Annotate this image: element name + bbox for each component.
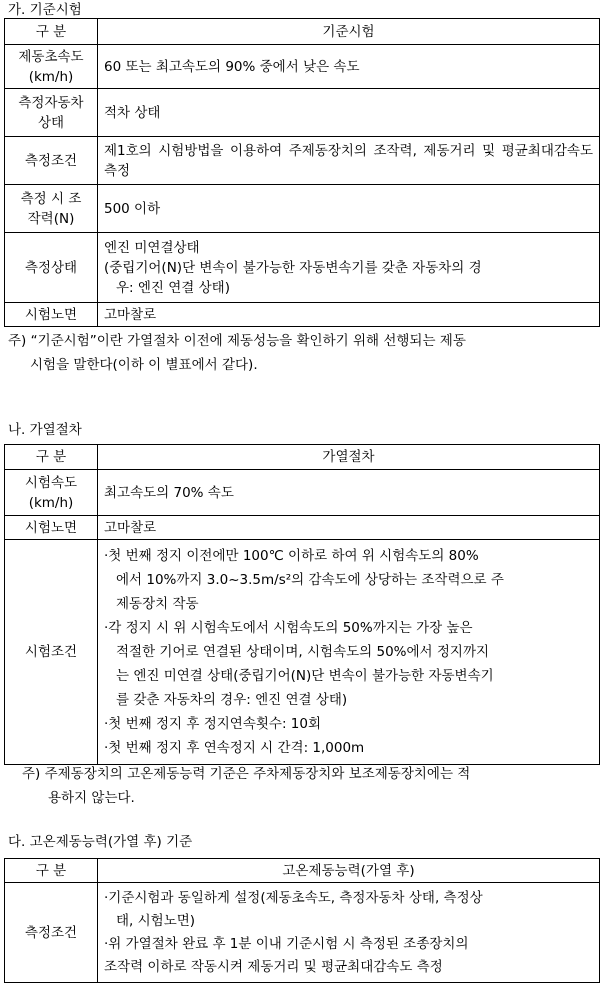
section-c-table: [4, 858, 600, 983]
section-b-table: [4, 444, 600, 765]
row-value-test-speed: 최고속도의 70% 속도: [98, 470, 600, 516]
section-a-table: [4, 18, 600, 327]
header-category: 구 분: [5, 445, 98, 470]
row-label-force: 측정 시 조 작력(N): [5, 185, 98, 233]
header-title: 고온제동능력(가열 후): [98, 859, 600, 883]
row-value-measure-state: [98, 233, 600, 303]
condition-bullet: [104, 887, 593, 933]
bullet-line: 조작력 이하로 작동시켜 제동거리 및 평균최대감속도 측정: [104, 958, 443, 975]
condition-bullet: ·첫 번째 정지 후 연속정지 시 간격: 1,000m: [104, 740, 365, 756]
row-value-speed: 60 또는 최고속도의 90% 중에서 낮은 속도: [98, 45, 600, 89]
row-label-road: 시험노면: [5, 516, 98, 540]
bullet-line: 적절한 기어로 연결된 상태이며, 시험속도의 50%에서 정지까지: [116, 644, 490, 660]
row-label-measure-state: 측정상태: [5, 233, 98, 303]
bullet-line: 제동장치 작동: [116, 596, 199, 612]
header-category: 구 분: [5, 19, 98, 45]
row-value-vehicle-state: 적차 상태: [98, 89, 600, 137]
header-title: 가열절차: [98, 445, 600, 470]
row-label-test-speed: 시험속도 (km/h): [5, 470, 98, 516]
section-b-heading: 나. 가열절차: [8, 422, 82, 438]
row-label-vehicle-state: 측정자동차 상태: [5, 89, 98, 137]
note-line: 용하지 않는다.: [48, 790, 135, 806]
measure-state-line: 엔진 미연결상태: [104, 239, 200, 256]
measure-state-line: (중립기어(N)단 변속이 불가능한 자동변속기를 갖춘 자동차의 경: [104, 259, 482, 276]
condition-bullet: [104, 933, 593, 979]
row-value-test-condition: [98, 540, 600, 765]
condition-bullet: [104, 616, 593, 712]
row-value-measure-condition: [98, 883, 600, 983]
bullet-line: 를 갖춘 자동차의 경우: 엔진 연결 상태): [116, 692, 348, 708]
bullet-line: ·위 가열절차 완료 후 1분 이내 기준시험 시 측정된 조종장치의: [104, 935, 469, 952]
note-line: 주) “기준시험”이란 가열절차 이전에 제동성능을 확인하기 위해 선행되는 제동: [8, 333, 466, 349]
row-label-road: 시험노면: [5, 303, 98, 327]
section-c-heading: 다. 고온제동능력(가열 후) 기준: [8, 834, 193, 850]
section-a-note: [8, 329, 598, 377]
note-line: 시험을 말한다(이하 이 별표에서 같다).: [30, 357, 258, 373]
header-category: 구 분: [5, 859, 98, 883]
condition-bullet: ·첫 번째 정지 후 정지연속횟수: 10회: [104, 716, 322, 732]
bullet-line: 에서 10%까지 3.0~3.5m/s²의 감속도에 상당하는 조작력으로 주: [116, 572, 504, 588]
row-value-force: 500 이하: [98, 185, 600, 233]
header-title: 기준시험: [98, 19, 600, 45]
row-value-road: 고마찰로: [98, 303, 600, 327]
row-value-road: 고마찰로: [98, 516, 600, 540]
bullet-line: ·첫 번째 정지 이전에만 100℃ 이하로 하여 위 시험속도의 80%: [104, 548, 479, 564]
row-label-measure-condition: 측정조건: [5, 137, 98, 185]
bullet-line: ·각 정지 시 위 시험속도에서 시험속도의 50%까지는 가장 높은: [104, 620, 473, 636]
condition-bullet: [104, 544, 593, 616]
row-label-measure-condition: 측정조건: [5, 883, 98, 983]
bullet-line: 는 엔진 미연결 상태(중립기어(N)단 변속이 불가능한 자동변속기: [116, 668, 494, 684]
note-line: 주) 주제동장치의 고온제동능력 기준은 주차제동장치와 보조제동장치에는 적: [22, 766, 471, 782]
row-value-measure-condition: 제1호의 시험방법을 이용하여 주제동장치의 조작력, 제동거리 및 평균최대감속도 측정: [98, 137, 600, 185]
section-a-heading: 가. 기준시험: [8, 2, 82, 18]
bullet-line: 태, 시험노면): [116, 912, 196, 929]
row-label-speed: 제동초속도 (km/h): [5, 45, 98, 89]
section-b-note: [22, 762, 598, 810]
bullet-line: ·기준시험과 동일하게 설정(제동초속도, 측정자동차 상태, 측정상: [104, 889, 483, 906]
measure-state-line: 우: 엔진 연결 상태): [116, 279, 230, 296]
row-label-test-condition: 시험조건: [5, 540, 98, 765]
